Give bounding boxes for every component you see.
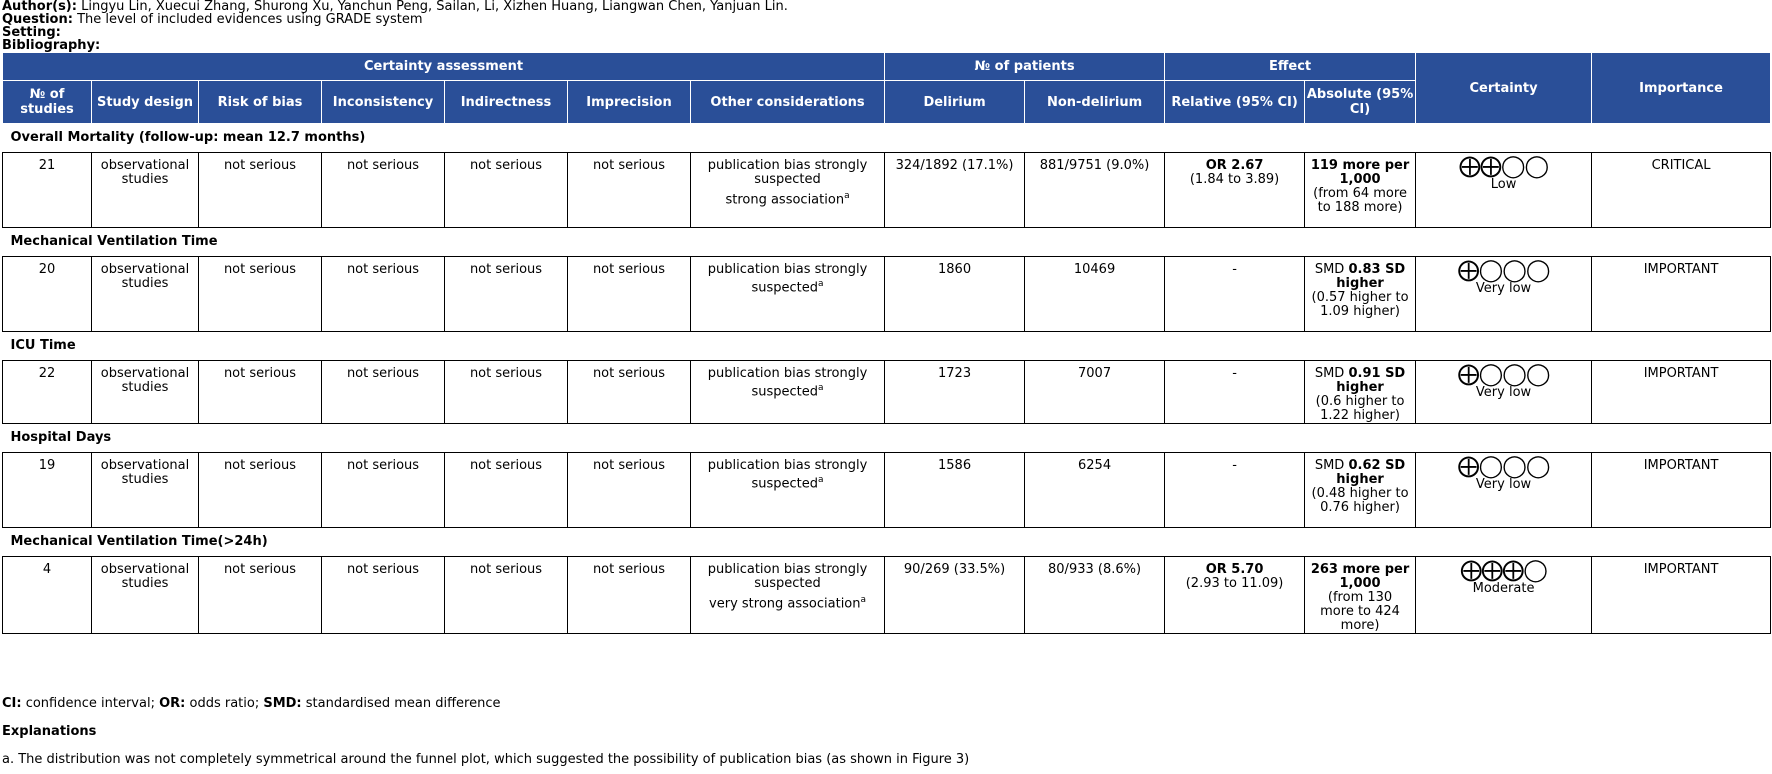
header-delirium: Delirium xyxy=(885,81,1025,124)
cell-risk-of-bias: not serious xyxy=(199,153,322,228)
header-imprecision: Imprecision xyxy=(568,81,691,124)
table-row xyxy=(3,453,1771,528)
cell-imprecision: not serious xyxy=(568,361,691,424)
cell-other-considerations xyxy=(691,257,885,332)
grade-table-body xyxy=(3,124,1771,634)
other-consideration-1: publication bias strongly suspected xyxy=(707,158,868,187)
cell-imprecision: not serious xyxy=(568,557,691,634)
cell-indirectness: not serious xyxy=(445,361,568,424)
header-absolute: Absolute (95% CI) xyxy=(1305,81,1416,124)
absolute-ci: (0.48 higher to 0.76 higher) xyxy=(1311,486,1409,515)
footnote-marker: a xyxy=(860,595,867,605)
section-title: ICU Time xyxy=(3,332,1771,361)
explanations-title: Explanations xyxy=(2,724,97,739)
header-num-studies: № of studies xyxy=(3,81,92,124)
setting-line: Setting: xyxy=(2,25,61,40)
cell-delirium: 1586 xyxy=(885,453,1025,528)
other-consideration-2: strong association xyxy=(725,192,845,208)
other-consideration-1: publication bias strongly suspected xyxy=(707,562,868,591)
other-consideration-1: publication bias strongly suspected$^a$ xyxy=(707,262,868,296)
document-meta xyxy=(0,0,1772,52)
certainty-rating-icon: ⨁◯◯◯ xyxy=(1457,362,1550,387)
cell-study-design: observational studies xyxy=(92,257,199,332)
relative-value: OR 5.70 xyxy=(1205,562,1264,577)
relative-value: - xyxy=(1232,262,1237,277)
cell-delirium: 1723 xyxy=(885,361,1025,424)
cell-indirectness: not serious xyxy=(445,257,568,332)
header-num-patients: № of patients xyxy=(885,53,1165,81)
cell-indirectness: not serious xyxy=(445,557,568,634)
cell-certainty xyxy=(1416,453,1592,528)
cell-importance: IMPORTANT xyxy=(1592,453,1771,528)
absolute-ci: (0.57 higher to 1.09 higher) xyxy=(1311,290,1409,319)
cell-risk-of-bias: not serious xyxy=(199,453,322,528)
cell-num-studies: 20 xyxy=(3,257,92,332)
header-effect: Effect xyxy=(1165,53,1416,81)
cell-inconsistency: not serious xyxy=(322,361,445,424)
absolute-value: 263 more per 1,000 xyxy=(1310,562,1410,591)
cell-indirectness: not serious xyxy=(445,453,568,528)
cell-non-delirium: 80/933 (8.6%) xyxy=(1025,557,1165,634)
cell-risk-of-bias: not serious xyxy=(199,257,322,332)
section-row xyxy=(3,424,1771,453)
footnote-marker: a xyxy=(844,191,850,201)
cell-study-design: observational studies xyxy=(92,453,199,528)
header-row-groups xyxy=(3,53,1771,81)
cell-relative xyxy=(1165,361,1305,424)
absolute-prefix: SMD xyxy=(1314,366,1349,381)
absolute-ci: (from 130 more to 424 more) xyxy=(1320,590,1400,633)
cell-relative xyxy=(1165,257,1305,332)
cell-importance: CRITICAL xyxy=(1592,153,1771,228)
cell-inconsistency: not serious xyxy=(322,557,445,634)
cell-relative xyxy=(1165,453,1305,528)
relative-ci: (1.84 to 3.89) xyxy=(1189,172,1280,187)
section-title: Mechanical Ventilation Time xyxy=(3,228,1771,257)
cell-importance: IMPORTANT xyxy=(1592,557,1771,634)
absolute-prefix: SMD xyxy=(1314,262,1349,277)
cell-imprecision: not serious xyxy=(568,257,691,332)
absolute-value: 0.83 SD higher xyxy=(1336,262,1406,291)
header-certainty: Certainty xyxy=(1416,53,1592,124)
absolute-value: 119 more per 1,000 xyxy=(1310,158,1410,187)
cell-non-delirium: 7007 xyxy=(1025,361,1165,424)
header-study-design: Study design xyxy=(92,81,199,124)
certainty-rating-icon: ⨁⨁⨁◯ xyxy=(1460,558,1547,583)
cell-absolute xyxy=(1305,361,1416,424)
cell-num-studies: 19 xyxy=(3,453,92,528)
cell-inconsistency: not serious xyxy=(322,153,445,228)
cell-inconsistency: not serious xyxy=(322,453,445,528)
cell-certainty xyxy=(1416,557,1592,634)
absolute-prefix: SMD xyxy=(1314,458,1349,473)
cell-risk-of-bias: not serious xyxy=(199,361,322,424)
authors-line: Author(s): Lingyu Lin, Xuecui Zhang, Shurong Xu, Yanchun Peng, Sailan, Li, Xizhen Huang, Liangwan Chen, Yanjuan Lin. xyxy=(2,0,788,14)
cell-certainty xyxy=(1416,153,1592,228)
relative-value: - xyxy=(1232,458,1237,473)
cell-non-delirium: 6254 xyxy=(1025,453,1165,528)
cell-other-considerations xyxy=(691,453,885,528)
certainty-rating-icon: ⨁◯◯◯ xyxy=(1457,258,1550,283)
cell-num-studies: 21 xyxy=(3,153,92,228)
certainty-label: Very low xyxy=(1475,477,1532,492)
cell-other-considerations xyxy=(691,557,885,634)
header-certainty-assessment: Certainty assessment xyxy=(3,53,885,81)
relative-value: - xyxy=(1232,366,1237,381)
cell-study-design: observational studies xyxy=(92,557,199,634)
cell-indirectness: not serious xyxy=(445,153,568,228)
cell-absolute xyxy=(1305,557,1416,634)
cell-certainty xyxy=(1416,361,1592,424)
certainty-label: Very low xyxy=(1475,385,1532,400)
absolute-ci: (0.6 higher to 1.22 higher) xyxy=(1315,394,1405,423)
certainty-label: Very low xyxy=(1475,281,1532,296)
grade-evidence-table xyxy=(2,52,1771,634)
cell-inconsistency: not serious xyxy=(322,257,445,332)
cell-risk-of-bias: not serious xyxy=(199,557,322,634)
certainty-rating-icon: ⨁⨁◯◯ xyxy=(1458,154,1549,179)
section-row xyxy=(3,124,1771,153)
cell-absolute xyxy=(1305,453,1416,528)
section-row xyxy=(3,228,1771,257)
cell-non-delirium: 10469 xyxy=(1025,257,1165,332)
cell-relative xyxy=(1165,153,1305,228)
absolute-value: 0.62 SD higher xyxy=(1336,458,1406,487)
abbreviations: CI: confidence interval; OR: odds ratio; SMD: standardised mean difference xyxy=(2,696,501,711)
cell-num-studies: 22 xyxy=(3,361,92,424)
cell-relative xyxy=(1165,557,1305,634)
footnote-marker: a xyxy=(818,279,824,289)
explanation-a: a. The distribution was not completely symmetrical around the funnel plot, which suggested the possibility of publication bias (as shown in Figure 3) xyxy=(2,752,970,767)
table-row xyxy=(3,361,1771,424)
table-footer xyxy=(2,696,969,767)
cell-study-design: observational studies xyxy=(92,361,199,424)
other-consideration-1: publication bias strongly suspected$^a$ xyxy=(707,366,868,400)
section-row xyxy=(3,332,1771,361)
cell-delirium: 90/269 (33.5%) xyxy=(885,557,1025,634)
bibliography-line: Bibliography: xyxy=(2,38,101,53)
cell-other-considerations xyxy=(691,361,885,424)
question-line: Question: The level of included evidences using GRADE system xyxy=(2,12,423,27)
header-importance: Importance xyxy=(1592,53,1771,124)
absolute-ci: (from 64 more to 188 more) xyxy=(1313,186,1407,215)
certainty-rating-icon: ⨁◯◯◯ xyxy=(1457,454,1550,479)
cell-absolute xyxy=(1305,153,1416,228)
section-row xyxy=(3,528,1771,557)
table-row xyxy=(3,153,1771,228)
relative-value: OR 2.67 xyxy=(1205,158,1264,173)
cell-certainty xyxy=(1416,257,1592,332)
cell-imprecision: not serious xyxy=(568,153,691,228)
relative-ci: (2.93 to 11.09) xyxy=(1185,576,1284,591)
section-title: Overall Mortality (follow-up: mean 12.7 months) xyxy=(3,124,1771,153)
other-consideration-1: publication bias strongly suspected$^a$ xyxy=(707,458,868,492)
cell-absolute xyxy=(1305,257,1416,332)
cell-other-considerations xyxy=(691,153,885,228)
cell-importance: IMPORTANT xyxy=(1592,361,1771,424)
table-row xyxy=(3,557,1771,634)
header-inconsistency: Inconsistency xyxy=(322,81,445,124)
cell-importance: IMPORTANT xyxy=(1592,257,1771,332)
cell-num-studies: 4 xyxy=(3,557,92,634)
cell-delirium: 1860 xyxy=(885,257,1025,332)
other-consideration-2: very strong association xyxy=(709,596,861,612)
cell-study-design: observational studies xyxy=(92,153,199,228)
cell-imprecision: not serious xyxy=(568,453,691,528)
cell-delirium: 324/1892 (17.1%) xyxy=(885,153,1025,228)
certainty-label: Moderate xyxy=(1472,581,1535,596)
footnote-marker: a xyxy=(818,475,824,485)
header-other-considerations: Other considerations xyxy=(691,81,885,124)
header-indirectness: Indirectness xyxy=(445,81,568,124)
header-risk-of-bias: Risk of bias xyxy=(199,81,322,124)
section-title: Mechanical Ventilation Time(>24h) xyxy=(3,528,1771,557)
cell-non-delirium: 881/9751 (9.0%) xyxy=(1025,153,1165,228)
certainty-label: Low xyxy=(1490,177,1517,192)
header-relative: Relative (95% CI) xyxy=(1165,81,1305,124)
table-row xyxy=(3,257,1771,332)
section-title: Hospital Days xyxy=(3,424,1771,453)
footnote-marker: a xyxy=(818,383,824,393)
header-non-delirium: Non-delirium xyxy=(1025,81,1165,124)
absolute-value: 0.91 SD higher xyxy=(1336,366,1406,395)
